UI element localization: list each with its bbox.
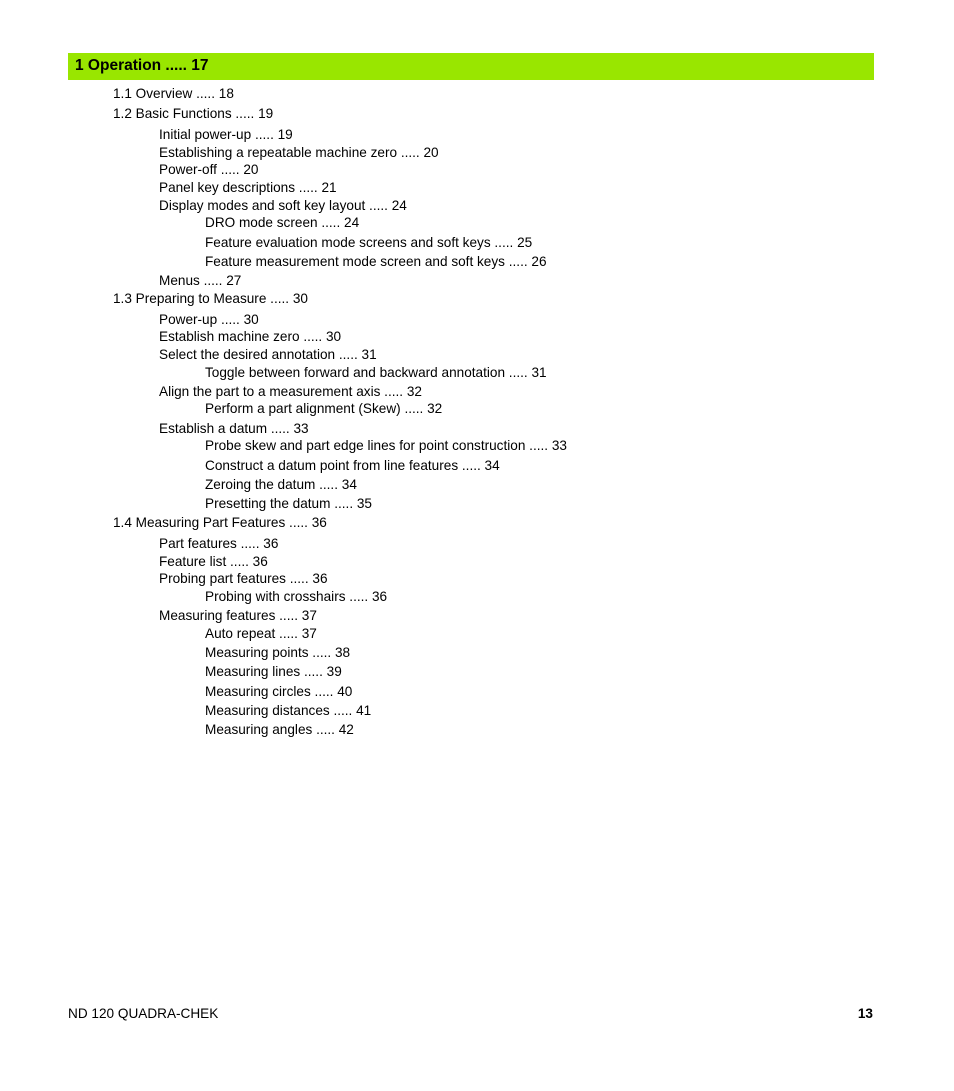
toc-entry: Measuring features ..... 37 [159,608,317,623]
toc-entry: 1.1 Overview ..... 18 [113,86,234,101]
toc-entry: Establishing a repeatable machine zero ..... 20 [159,145,439,160]
footer-document-title: ND 120 QUADRA-CHEK [68,1006,219,1021]
toc-entry: Power-off ..... 20 [159,162,259,177]
toc-entry: Align the part to a measurement axis ..... 32 [159,384,422,399]
toc-entry: 1.2 Basic Functions ..... 19 [113,106,274,121]
toc-entry: Construct a datum point from line features ..... 34 [205,458,500,473]
toc-entry: Probing part features ..... 36 [159,571,328,586]
toc-entry: Presetting the datum ..... 35 [205,496,372,511]
toc-entry: Establish a datum ..... 33 [159,421,309,436]
toc-entry: 1.4 Measuring Part Features ..... 36 [113,515,327,530]
toc-entry: Select the desired annotation ..... 31 [159,347,377,362]
toc-entry: Toggle between forward and backward annotation ..... 31 [205,365,547,380]
toc-entry: Measuring lines ..... 39 [205,664,342,679]
toc-entry: Power-up ..... 30 [159,312,259,327]
footer-page-number: 13 [857,1006,873,1021]
toc-entry: Menus ..... 27 [159,273,242,288]
toc-entry: 1.3 Preparing to Measure ..... 30 [113,291,308,306]
toc-entry: Perform a part alignment (Skew) ..... 32 [205,401,443,416]
toc-entry: Feature list ..... 36 [159,554,268,569]
toc-entry: Feature evaluation mode screens and soft keys ..... 25 [205,235,533,250]
toc-entry: Probe skew and part edge lines for point construction ..... 33 [205,438,567,453]
toc-entry: Auto repeat ..... 37 [205,626,317,641]
toc-entry: Measuring points ..... 38 [205,645,351,660]
chapter-title: 1 Operation ..... 17 [75,57,209,74]
toc-entry: Display modes and soft key layout ..... 24 [159,198,407,213]
toc-entry: Measuring circles ..... 40 [205,684,353,699]
toc-entry: Probing with crosshairs ..... 36 [205,589,388,604]
toc-entry: Feature measurement mode screen and soft keys ..... 26 [205,254,547,269]
toc-entry: Part features ..... 36 [159,536,279,551]
toc-entry: Establish machine zero ..... 30 [159,329,342,344]
toc-entry: Initial power-up ..... 19 [159,127,293,142]
toc-entry: Zeroing the datum ..... 34 [205,477,357,492]
toc-entry: Measuring angles ..... 42 [205,722,354,737]
toc-entry: Panel key descriptions ..... 21 [159,180,337,195]
toc-entry: DRO mode screen ..... 24 [205,215,360,230]
toc-entry: Measuring distances ..... 41 [205,703,372,718]
